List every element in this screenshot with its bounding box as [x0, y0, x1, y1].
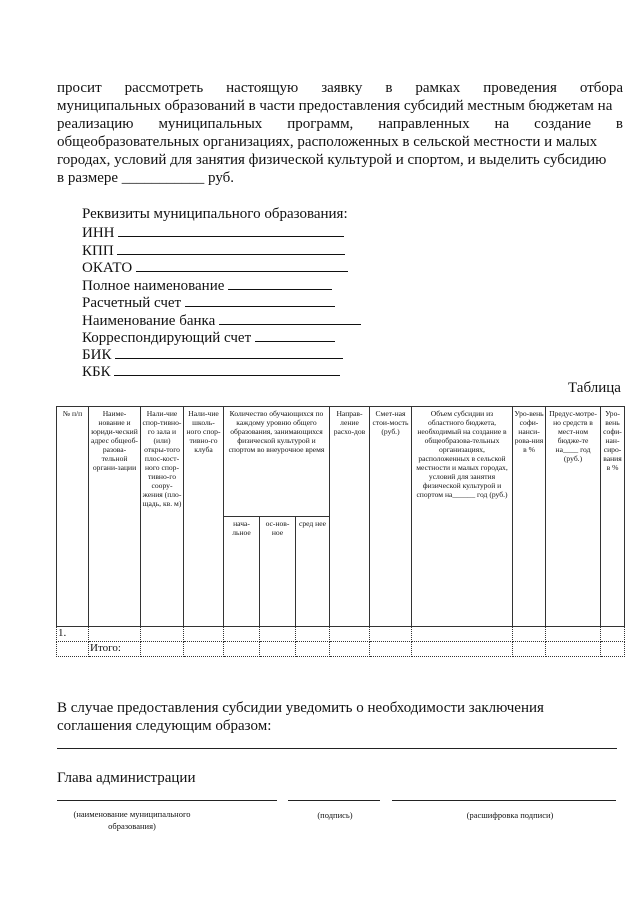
notice-line-2: соглашения следующим образом: — [57, 718, 272, 734]
table-row — [57, 627, 625, 642]
row-cell — [260, 642, 296, 657]
row-cell — [89, 627, 141, 642]
amount-suffix: руб. — [208, 170, 235, 186]
intro-line-2: муниципальных образований в части предоставления субсидий местным бюджетам на — [57, 98, 613, 114]
table-header-row — [57, 407, 625, 517]
intro-word: в — [385, 80, 393, 96]
requisite-kpp — [82, 242, 345, 260]
intro-word: настоящую — [226, 80, 299, 96]
th-estimate: Смет-ная стои-мость (руб.) — [370, 407, 412, 627]
th-hall: Нали-чие спор-тивно-го зала и (или) откры-того плос-кост-ного спор-тивно-го соору-жения (пло-щадь, кв. м) — [141, 407, 184, 627]
requisite-blank — [219, 312, 361, 325]
intro-word: создание — [534, 116, 591, 132]
requisite-label: ИНН — [82, 225, 115, 241]
notice-line-1: В случае предоставления субсидии уведомить о необходимости заключения — [57, 700, 544, 716]
row-cell — [260, 627, 296, 642]
intro-word: рассмотреть — [124, 80, 204, 96]
head-title: Глава администрации — [57, 770, 196, 786]
requisite-blank — [185, 294, 335, 307]
th-volume: Объем субсидии из областного бюджета, необходимый на создание в общеобразова-тельных организациях, расположенных в сельской местности и малых городах, условий для занятия физической культурой и спортом на______ год (руб.) — [412, 407, 513, 627]
th-cofin-level-2: Уро-вень софи-нан-сиро-вания в % — [601, 407, 625, 627]
name-caption: (наименование муниципального образования) — [73, 809, 191, 831]
decode-caption: (расшифровка подписи) — [466, 810, 554, 820]
row-cell — [601, 627, 625, 642]
intro-word: просит — [57, 80, 102, 96]
requisite-kbk — [82, 363, 340, 381]
th-club: Нали-чие школь-ного спор-тивно-го клуба — [184, 407, 224, 627]
intro-word: муниципальных — [158, 116, 263, 132]
requisite-label: Наименование банка — [82, 313, 216, 329]
decode-signature-line — [392, 800, 616, 801]
row-cell — [370, 642, 412, 657]
intro-word: рамках — [415, 80, 461, 96]
amount-prefix: в размере — [57, 170, 119, 186]
row-cell — [141, 627, 184, 642]
th-local-funds: Предус-мотре-но средств в мест-ном бюдже-те на____ год (руб.) — [546, 407, 601, 627]
row-cell — [184, 627, 224, 642]
sign-caption: (подпись) — [317, 810, 353, 820]
requisite-blank — [118, 224, 344, 237]
amount-blank: ___________ — [121, 170, 205, 186]
requisite-bik — [82, 346, 343, 364]
intro-line-1 — [57, 80, 623, 97]
th-students: Количество обучающихся по каждому уровню общего образования, занимающихся физической культурой и спортом во внеурочное время — [224, 407, 330, 517]
total-label: Итого: — [89, 642, 141, 657]
requisite-blank — [114, 363, 340, 376]
th-basic: ос-нов-ное — [260, 517, 296, 627]
row-cell — [224, 627, 260, 642]
intro-line-5: городах, условий для занятия физической культурой и спортом, и выделить субсидию — [57, 152, 607, 168]
intro-line-6 — [57, 170, 234, 187]
row-cell — [546, 642, 601, 657]
row-cell — [330, 642, 370, 657]
requisite-label: БИК — [82, 347, 112, 363]
row-cell — [296, 642, 330, 657]
intro-word: на — [494, 116, 510, 132]
intro-word: реализацию — [57, 116, 134, 132]
requisite-label: Расчетный счет — [82, 295, 182, 311]
table-total-row — [57, 642, 625, 657]
requisite-label: Корреспондирующий счет — [82, 330, 252, 346]
row-cell — [370, 627, 412, 642]
th-num: № п/п — [57, 407, 89, 627]
requisite-inn — [82, 224, 344, 242]
requisite-full-name — [82, 277, 332, 295]
row-cell — [141, 642, 184, 657]
row-cell — [412, 627, 513, 642]
th-primary: нача-льное — [224, 517, 260, 627]
intro-word: программ, — [287, 116, 354, 132]
th-name: Наиме-нование и юриди-ческий адрес общеоб-разова-тельной органи-зации — [89, 407, 141, 627]
subsidy-table — [56, 406, 625, 657]
row-cell — [546, 627, 601, 642]
requisite-corr-account — [82, 329, 335, 347]
th-cofin-level: Уро-вень софи-нанси-рова-ния в % — [513, 407, 546, 627]
th-secondary: сред нее — [296, 517, 330, 627]
row-cell — [330, 627, 370, 642]
name-signature-line — [57, 800, 277, 801]
requisite-label: КПП — [82, 243, 114, 259]
requisite-blank — [117, 242, 345, 255]
requisite-blank — [255, 329, 335, 342]
intro-line-3 — [57, 116, 623, 133]
requisites-title: Реквизиты муниципального образования: — [82, 206, 348, 222]
requisite-blank — [136, 259, 348, 272]
intro-line-4: общеобразовательных организациях, расположенных в сельской местности и малых — [57, 134, 598, 150]
row-num — [57, 642, 89, 657]
row-cell — [184, 642, 224, 657]
th-direction: Направ-ление расхо-дов — [330, 407, 370, 627]
row-cell — [296, 627, 330, 642]
requisite-label: КБК — [82, 364, 111, 380]
row-cell — [412, 642, 513, 657]
requisite-label: ОКАТО — [82, 260, 133, 276]
sign-signature-line — [288, 800, 380, 801]
row-cell — [513, 627, 546, 642]
requisite-okato — [82, 259, 348, 277]
intro-word: направленных — [378, 116, 470, 132]
row-num: 1. — [57, 627, 89, 642]
row-cell — [601, 642, 625, 657]
requisite-blank — [115, 346, 343, 359]
intro-word: в — [615, 116, 624, 132]
requisite-label: Полное наименование — [82, 278, 225, 294]
table-caption: Таблица — [568, 380, 621, 396]
intro-word: заявку — [321, 80, 363, 96]
intro-word: проведения отбора — [483, 80, 624, 96]
requisite-account — [82, 294, 335, 312]
row-cell — [224, 642, 260, 657]
requisite-blank — [228, 277, 332, 290]
row-cell — [513, 642, 546, 657]
requisite-bank — [82, 312, 361, 330]
notice-blank-line — [57, 748, 617, 749]
